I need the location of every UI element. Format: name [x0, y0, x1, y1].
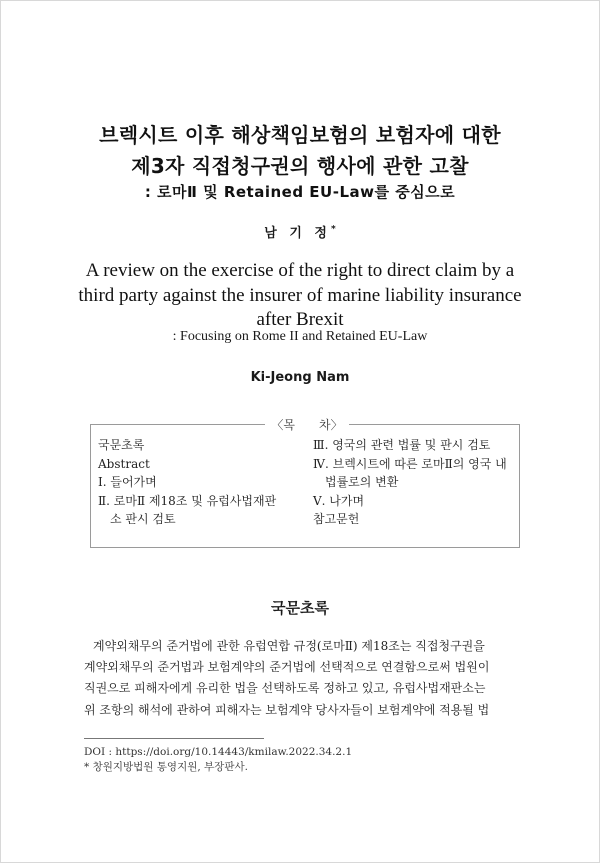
section-title-korean-abstract: 국문초록 — [271, 599, 329, 617]
korean-title-line-2: 제3자 직접청구권의 행사에 관한 고찰 — [131, 154, 469, 178]
abstract-line-4: 위 조항의 해석에 관하여 피해자는 보험계약 당사자들이 보험계약에 적용될 법 — [84, 702, 490, 717]
toc-item-uk-law-review[interactable]: Ⅲ. 영국의 관련 법률 및 판시 검토 — [313, 438, 491, 452]
toc-item-abstract[interactable]: Abstract — [98, 456, 150, 471]
abstract-line-1: 계약외채무의 준거법에 관한 유럽연합 규정(로마Ⅱ) 제18조는 직접청구권을 — [93, 639, 485, 653]
toc-heading: 〈목 차〉 — [265, 416, 349, 433]
author-english: Ki-Jeong Nam — [250, 370, 350, 385]
english-title-line-2: third party against the insurer of marine liability insurance — [78, 285, 522, 306]
korean-subtitle: : 로마Ⅱ 및 Retained EU-Law를 중심으로 — [144, 183, 456, 201]
author-korean — [0, 222, 600, 241]
toc-item-rome-ii-article-18[interactable]: Ⅱ. 로마Ⅱ 제18조 및 유럽사법재판 — [98, 493, 277, 508]
toc-left-column — [98, 436, 313, 529]
english-subtitle: : Focusing on Rome II and Retained EU-Law — [172, 329, 428, 344]
toc-item-conclusion[interactable]: Ⅴ. 나가며 — [313, 493, 365, 508]
doi-link[interactable]: DOI : https://doi.org/10.14443/kmilaw.2022.34.2.1 — [84, 746, 353, 758]
author-footnote-mark[interactable]: * — [331, 224, 336, 235]
abstract-line-3: 직권으로 피해자에게 유리한 법을 선택하도록 정하고 있고, 유럽사법재판소는 — [84, 681, 486, 696]
toc-item-rome-ii-article-18-cont[interactable]: 소 판시 검토 — [110, 512, 176, 526]
abstract-body — [84, 636, 518, 721]
author-affiliation-note: * 창원지방법원 통영지원, 부장판사. — [84, 761, 248, 773]
english-title-line-1: A review on the exercise of the right to direct claim by a — [85, 260, 515, 281]
abstract-line-2: 계약외채무의 준거법과 보험계약의 준거법에 선택적으로 연결함으로써 법원이 — [84, 660, 490, 675]
toc-item-brexit-conversion-cont[interactable]: 법률로의 변환 — [325, 475, 399, 489]
footnote-divider — [84, 738, 264, 739]
toc-item-brexit-conversion[interactable]: Ⅳ. 브렉시트에 따른 로마Ⅱ의 영국 내 — [313, 456, 507, 471]
korean-title-line-1: 브렉시트 이후 해상책임보험의 보험자에 대한 — [99, 123, 501, 147]
footnotes — [84, 745, 352, 775]
english-title-line-3: after Brexit — [256, 309, 344, 330]
toc-right-column — [313, 436, 513, 529]
toc-item-korean-abstract[interactable]: 국문초록 — [98, 438, 145, 452]
toc-item-introduction[interactable]: Ⅰ. 들어가며 — [98, 475, 157, 489]
author-korean-name: 남 기 정 — [264, 226, 331, 241]
toc-item-references[interactable]: 참고문헌 — [313, 512, 360, 526]
